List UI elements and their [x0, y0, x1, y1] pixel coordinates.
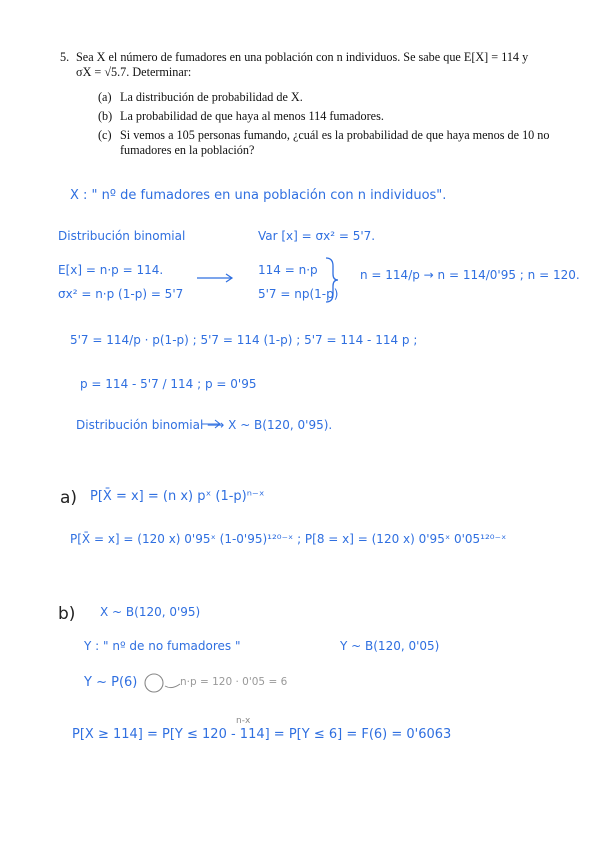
hw-final-eq: P[X ≥ 114] = P[Y ≤ 120 - 114] = P[Y ≤ 6] = F(6) = 0'6063 [72, 727, 452, 742]
hw-y-poisson: Y ~ P(6) [84, 675, 138, 690]
hw-a-eq1: P[X̄ = x] = (n x) pˣ (1-p)ⁿ⁻ˣ [90, 489, 265, 504]
hw-sigma-eq: σx² = n·p (1-p) = 5'7 [58, 287, 184, 301]
part-a-label: a) [60, 488, 78, 508]
part-b-label: b) [58, 604, 76, 624]
hw-p-eq: p = 114 - 5'7 / 114 ; p = 0'95 [80, 377, 257, 391]
part-label: (b) [98, 109, 113, 123]
part-label: (c) [98, 128, 112, 142]
hw-b-dist: X ~ B(120, 0'95) [100, 605, 201, 619]
hw-dist-line: Distribución binomial ⟶ X ~ B(120, 0'95). [76, 418, 333, 432]
hw-binomial-label: Distribución binomial [58, 229, 186, 243]
problem-number: 5. [60, 50, 70, 64]
hw-system-1: 114 = n·p [258, 263, 318, 277]
hw-var-eq: Var [x] = σx² = 5'7. [258, 229, 376, 243]
hw-y-def: Y : " nº de no fumadores " [84, 639, 241, 653]
part-text: La probabilidad de que haya al menos 114 fumadores. [120, 109, 384, 123]
part-label: (a) [98, 90, 112, 104]
hw-y-dist: Y ~ B(120, 0'05) [340, 639, 440, 653]
hw-nx-note: n-x [236, 716, 251, 726]
statement-line-1: Sea X el número de fumadores en una población con n individuos. Se sabe que E[X] = 114 y [76, 50, 529, 64]
hw-substitution: 5'7 = 114/p · p(1-p) ; 5'7 = 114 (1-p) ; 5'7 = 114 - 114 p ; [70, 333, 418, 347]
hw-n-eq: n = 114/p → n = 114/0'95 ; n = 120. [360, 268, 580, 282]
statement-line-2: σX = √5.7. Determinar: [76, 65, 192, 79]
hw-a-eq2: P[X̄ = x] = (120 x) 0'95ˣ (1-0'95)¹²⁰⁻ˣ ; P[8 = x] = (120 x) 0'95ˣ 0'05¹²⁰⁻ˣ [70, 532, 507, 546]
hw-ex-eq: E[x] = n·p = 114. [58, 263, 164, 277]
part-text: La distribución de probabilidad de X. [120, 90, 303, 104]
hw-system-2: 5'7 = np(1-p) [258, 287, 339, 301]
hw-def-x: X : " nº de fumadores en una población con n individuos". [70, 188, 447, 203]
hw-np-note: n·p = 120 · 0'05 = 6 [180, 676, 288, 688]
part-text: Si vemos a 105 personas fumando, ¿cuál es la probabilidad de que haya menos de 10 no fumadores en la población? [120, 128, 550, 157]
